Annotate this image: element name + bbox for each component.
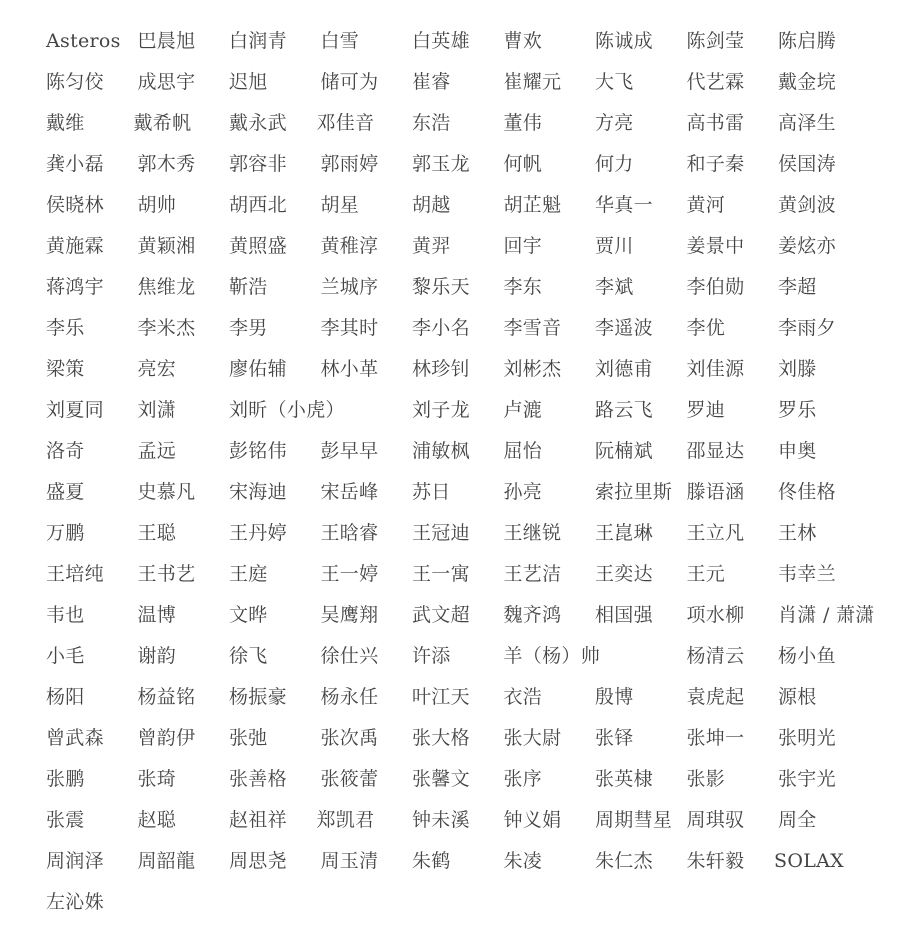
name-item: 杨小鱼: [778, 644, 836, 667]
name-item: 李遥波: [595, 316, 653, 339]
name-item: 黄照盛: [229, 234, 287, 257]
name-item: 钟未溪: [412, 808, 470, 831]
name-item: 陈匀佼: [46, 70, 104, 93]
name-item: 孙亮: [503, 480, 543, 503]
name-item: 李小名: [412, 316, 470, 339]
name-item: 黄河: [686, 193, 726, 216]
name-item: 胡芷魁: [503, 193, 562, 216]
name-item: 王晗睿: [320, 521, 379, 544]
name-item: 戴希帆: [133, 111, 192, 134]
name-item: 郭容非: [229, 152, 287, 175]
name-item: 武文超: [412, 603, 470, 626]
name-item: 焦维龙: [137, 275, 196, 298]
name-item: 黄颖湘: [137, 234, 196, 257]
name-item: 郭玉龙: [412, 152, 470, 175]
name-item: 屈怡: [503, 439, 543, 462]
name-item: 黄施霖: [46, 234, 104, 257]
name-item: 和子秦: [686, 152, 745, 175]
name-item: 羊（杨）帅: [503, 644, 601, 667]
name-item: 项水柳: [686, 603, 745, 626]
name-item: 白雪: [320, 29, 360, 52]
name-item: 林珍钊: [412, 357, 470, 380]
name-item: 李雨夕: [778, 316, 836, 339]
name-item: 崔睿: [412, 70, 451, 93]
name-item: 滕语涵: [686, 480, 745, 503]
name-item: 戴永武: [229, 111, 287, 134]
name-item: 李优: [686, 316, 726, 339]
name-item: 邓佳音: [316, 111, 375, 134]
name-item: 李米杰: [137, 316, 196, 339]
name-item: 史慕凡: [137, 480, 196, 503]
name-item: 赵聪: [137, 808, 177, 831]
name-item: 高泽生: [778, 111, 836, 134]
name-item: 张序: [503, 767, 543, 790]
name-item: 胡星: [320, 193, 360, 216]
name-item: 张坤一: [686, 726, 745, 749]
name-item: 白润青: [229, 29, 287, 52]
name-item: 李男: [229, 316, 268, 339]
name-item: 徐飞: [229, 644, 268, 667]
name-item: 侯国涛: [778, 152, 836, 175]
name-item: 王培纯: [46, 562, 104, 585]
name-item: 王继锐: [503, 521, 562, 544]
name-item: 姜炫亦: [778, 234, 836, 257]
name-item: 肖潇 / 萧潇: [778, 603, 875, 626]
name-item: 王立凡: [686, 521, 745, 544]
name-item: 李东: [503, 275, 543, 298]
name-item: 曾武森: [46, 726, 104, 749]
name-item: 廖佑辅: [229, 357, 287, 380]
name-item: 王冠迪: [412, 521, 470, 544]
name-item: 蒋鸿宇: [46, 275, 104, 298]
name-item: 朱仁杰: [595, 849, 653, 872]
name-item: 林小革: [320, 357, 379, 380]
name-item: 崔耀元: [503, 70, 562, 93]
name-item: 刘子龙: [412, 398, 470, 421]
name-item: 陈诚成: [595, 29, 653, 52]
name-item: 东浩: [412, 111, 451, 134]
name-item: 龚小磊: [46, 152, 104, 175]
name-item: 浦敏枫: [412, 439, 470, 462]
name-item: 路云飞: [595, 398, 653, 421]
name-item: 谢韵: [137, 644, 177, 667]
name-item: 李伯勋: [686, 275, 745, 298]
name-item: 相国强: [595, 603, 653, 626]
name-item: 彭铭伟: [229, 439, 287, 462]
name-item: 巴晨旭: [137, 29, 196, 52]
name-item: 周韶龍: [137, 849, 196, 872]
name-item: 李雪音: [503, 316, 562, 339]
name-item: 朱鹤: [412, 849, 451, 872]
name-item: 刘昕（小虎）: [229, 398, 345, 421]
name-item: 王聪: [137, 521, 177, 544]
name-item: Asteros: [46, 29, 121, 52]
name-item: 王一寓: [412, 562, 470, 585]
name-item: 卢漉: [503, 398, 543, 421]
name-item: 胡帅: [137, 193, 177, 216]
name-item: 黄羿: [412, 234, 451, 257]
name-item: 成思宇: [137, 70, 196, 93]
name-item: 李乐: [46, 316, 85, 339]
name-item: 周琪驭: [686, 808, 745, 831]
name-item: 郭雨婷: [320, 152, 379, 175]
name-item: 刘滕: [778, 357, 817, 380]
name-item: 姜景中: [686, 234, 745, 257]
name-item: 张铎: [595, 726, 634, 749]
name-item: 王林: [778, 521, 817, 544]
name-item: 杨振豪: [229, 685, 287, 708]
name-item: 周全: [778, 808, 817, 831]
name-item: 何帆: [503, 152, 543, 175]
name-item: 张筱蕾: [320, 767, 379, 790]
name-item: 陈启腾: [778, 29, 836, 52]
name-item: 周思尧: [229, 849, 287, 872]
name-item: 杨阳: [46, 685, 85, 708]
name-item: 张善格: [229, 767, 287, 790]
name-item: 佟佳格: [778, 480, 836, 503]
name-item: 邵显达: [686, 439, 745, 462]
name-item: 兰城序: [320, 275, 379, 298]
name-item: 殷博: [595, 685, 634, 708]
name-item: 刘夏同: [46, 398, 104, 421]
name-item: 吴鹰翔: [320, 603, 379, 626]
name-item: 曹欢: [503, 29, 543, 52]
name-item: 万鹏: [46, 521, 85, 544]
name-item: 方亮: [595, 111, 634, 134]
name-item: 胡越: [412, 193, 451, 216]
name-item: 杨益铭: [137, 685, 196, 708]
name-item: 张弛: [229, 726, 268, 749]
name-item: 彭早早: [320, 439, 379, 462]
name-item: 周期彗星: [595, 808, 673, 831]
name-item: 华真一: [595, 193, 653, 216]
name-item: 亮宏: [137, 357, 177, 380]
name-item: 黄剑波: [778, 193, 836, 216]
name-item: 韦幸兰: [778, 562, 836, 585]
name-item: 梁策: [46, 357, 85, 380]
name-item: 索拉里斯: [595, 480, 673, 503]
name-item: 罗迪: [686, 398, 726, 421]
name-item: 申奥: [778, 439, 817, 462]
name-item: 赵祖祥: [229, 808, 287, 831]
name-item: 陈剑莹: [686, 29, 745, 52]
name-item: 张大格: [412, 726, 470, 749]
name-item: 迟旭: [229, 70, 268, 93]
name-item: 张英棣: [595, 767, 653, 790]
name-item: 张震: [46, 808, 85, 831]
name-item: 衣浩: [503, 685, 543, 708]
name-item: 温博: [137, 603, 177, 626]
name-item: 李超: [778, 275, 817, 298]
name-item: 源根: [778, 685, 817, 708]
name-item: 刘德甫: [595, 357, 653, 380]
name-item: 周润泽: [46, 849, 104, 872]
name-item: 苏日: [412, 480, 451, 503]
name-item: 王奕达: [595, 562, 653, 585]
name-item: 叶江天: [412, 685, 470, 708]
name-item: 刘彬杰: [503, 357, 562, 380]
name-item: 杨清云: [686, 644, 745, 667]
name-item: 王元: [686, 562, 726, 585]
name-item: 戴金垸: [778, 70, 836, 93]
name-item: 郭木秀: [137, 152, 196, 175]
name-item: 张大尉: [503, 726, 562, 749]
name-list: [46, 20, 875, 922]
name-item: 文晔: [229, 603, 268, 626]
name-item: 戴维: [46, 111, 85, 134]
name-item: 贾川: [595, 234, 634, 257]
name-item: 宋岳峰: [320, 480, 379, 503]
name-item: 朱凌: [503, 849, 543, 872]
name-item: 王艺洁: [503, 562, 562, 585]
name-item: 钟义娟: [503, 808, 562, 831]
name-item: 宋海迪: [229, 480, 287, 503]
name-item: 杨永任: [320, 685, 379, 708]
name-item: 回宇: [503, 234, 543, 257]
name-item: 孟远: [137, 439, 177, 462]
name-item: 郑凯君: [316, 808, 375, 831]
name-item: 小毛: [46, 644, 85, 667]
name-item: 侯晓林: [46, 193, 104, 216]
name-item: 袁虎起: [686, 685, 745, 708]
name-item: 李其时: [320, 316, 379, 339]
name-item: 左沁姝: [46, 890, 104, 913]
name-item: 刘潇: [137, 398, 177, 421]
name-item: 曾韵伊: [137, 726, 196, 749]
name-item: 魏齐鸿: [503, 603, 562, 626]
name-item: 王一婷: [320, 562, 379, 585]
name-item: 刘佳源: [686, 357, 745, 380]
name-item: 洛奇: [46, 439, 85, 462]
name-item: 韦也: [46, 603, 85, 626]
name-item: 罗乐: [778, 398, 817, 421]
name-item: 许添: [412, 644, 451, 667]
name-item: 王丹婷: [229, 521, 287, 544]
name-item: 大飞: [595, 70, 634, 93]
name-item: SOLAX: [774, 849, 844, 872]
name-item: 胡西北: [229, 193, 287, 216]
name-item: 朱轩毅: [686, 849, 745, 872]
name-item: 李斌: [595, 275, 634, 298]
name-item: 张鹏: [46, 767, 85, 790]
name-item: 张次禹: [320, 726, 379, 749]
name-item: 张影: [686, 767, 726, 790]
name-item: 徐仕兴: [320, 644, 379, 667]
name-item: 何力: [595, 152, 634, 175]
name-item: 靳浩: [229, 275, 268, 298]
name-item: 盛夏: [46, 480, 85, 503]
name-item: 黄稚淳: [320, 234, 379, 257]
name-item: 董伟: [503, 111, 543, 134]
name-item: 高书雷: [686, 111, 745, 134]
name-item: 张明光: [778, 726, 836, 749]
name-item: 代艺霖: [686, 70, 745, 93]
name-item: 周玉清: [320, 849, 379, 872]
name-item: 王书艺: [137, 562, 196, 585]
name-item: 王崑琳: [595, 521, 653, 544]
name-item: 张宇光: [778, 767, 836, 790]
name-item: 白英雄: [412, 29, 470, 52]
name-item: 阮楠斌: [595, 439, 653, 462]
name-item: 张馨文: [412, 767, 470, 790]
name-item: 张琦: [137, 767, 177, 790]
name-item: 王庭: [229, 562, 268, 585]
name-item: 储可为: [320, 70, 379, 93]
name-item: 黎乐天: [412, 275, 470, 298]
